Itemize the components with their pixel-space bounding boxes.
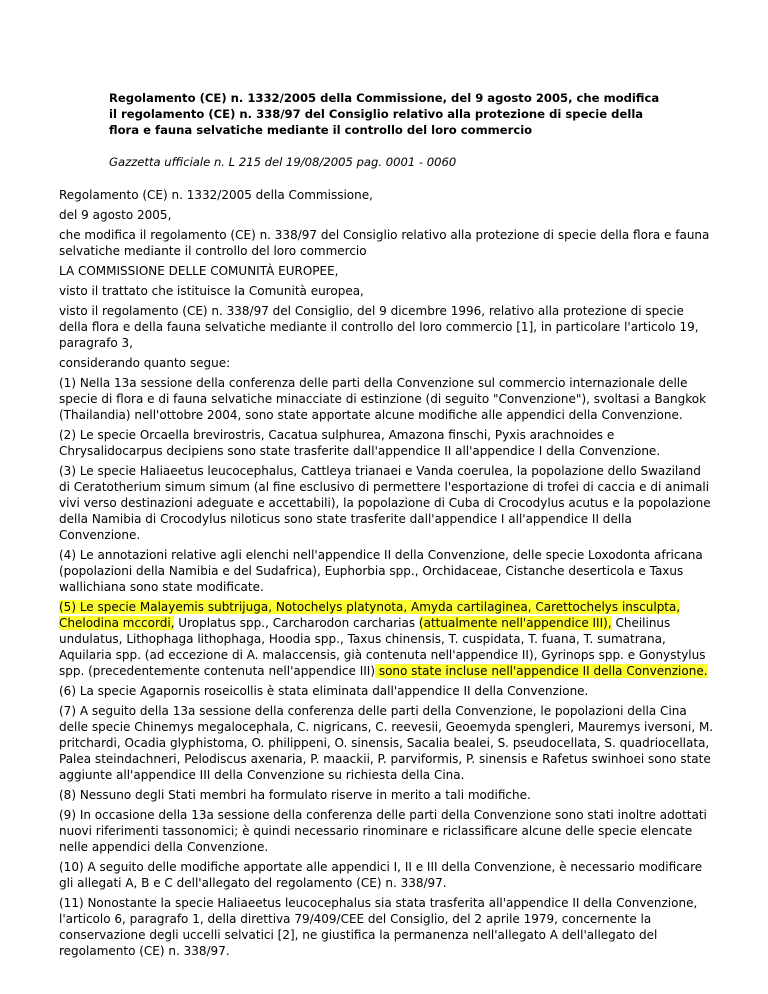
recital-10: (10) A seguito delle modifiche apportate alle appendici I, II e III della Convenzione, è necessario modificare gli allegati A, B e C dell'allegato del regolamento (CE) n. 338/97.	[59, 860, 703, 890]
recital-2: (2) Le specie Orcaella brevirostris, Cacatua sulphurea, Amazona finschi, Pyxis arachnoides e Chrysalidocarpus decipiens sono state trasferite dall'appendice II all'appendice I della Convenzione.	[59, 428, 661, 458]
recital-5	[59, 599, 714, 679]
recital-6: (6) La specie Agapornis roseicollis è stata eliminata dall'appendice II della Convenzione.	[59, 684, 589, 698]
recital-3: (3) Le specie Haliaeetus leucocephalus, Cattleya trianaei e Vanda coerulea, la popolazione dello Swaziland di Ceratotherium simum simum (al fine esclusivo di permettere l'esportazione di trofei di caccia e di animali vivi verso destinazioni adeguate e accettabili), la popolazione di Cuba di Crocodylus acutus e la popolazione della Namibia di Crocodylus niloticus sono state trasferite dall'appendice I all'appendice II della Convenzione.	[59, 464, 711, 542]
document-body	[59, 187, 714, 963]
document-header	[109, 90, 669, 170]
recital-9: (9) In occasione della 13a sessione della conferenza delle parti della Convenzione sono stati inoltre adottati nuovi riferimenti tassonomici; è quindi necessario rinominare e riclassificare alcune delle specie elencate nelle appendici della Convenzione.	[59, 808, 707, 854]
gazette-reference: Gazzetta ufficiale n. L 215 del 19/08/2005 pag. 0001 - 0060	[109, 155, 457, 169]
recital-5-text-a: Uroplatus spp., Carcharodon carcharias	[174, 616, 419, 630]
highlight-appendix-iii: (attualmente nell'appendice III),	[418, 616, 612, 630]
regulation-name-line: Regolamento (CE) n. 1332/2005 della Commissione,	[59, 188, 373, 202]
regulation-subject-line: che modifica il regolamento (CE) n. 338/97 del Consiglio relativo alla protezione di specie della flora e fauna selvatiche mediante il controllo del loro commercio	[59, 228, 710, 258]
recital-8: (8) Nessuno degli Stati membri ha formulato riserve in merito a tali modifiche.	[59, 788, 531, 802]
recital-5-text-b: Cheilinus undulatus, Lithophaga lithophaga, Hoodia spp., Taxus chinensis, T. cuspidata, T. fuana, T. sumatrana, Aquilaria spp. (ad eccezione di A. malaccensis, già contenuta nell'appendice II), Gyrinops spp. e Gonystylus spp. (precedentemente contenuta nell'appendice III)	[59, 616, 706, 678]
highlight-included-appendix-ii: sono state incluse nell'appendice II della Convenzione.	[375, 664, 708, 678]
document-title: Regolamento (CE) n. 1332/2005 della Commissione, del 9 agosto 2005, che modifica il regolamento (CE) n. 338/97 del Consiglio relativo alla protezione di specie della flora e fauna selvatiche mediante il controllo del loro commercio	[109, 91, 660, 137]
recital-4: (4) Le annotazioni relative agli elenchi nell'appendice II della Convenzione, delle specie Loxodonta africana (popolazioni della Namibia e del Sudafrica), Euphorbia spp., Orchidaceae, Cistanche deserticola e Taxus wallichiana sono state modificate.	[59, 548, 703, 594]
highlight-species-list: (5) Le specie Malayemis subtrijuga, Notochelys platynota, Amyda cartilaginea, Carettochelys insculpta, Chelodina mccordi,	[59, 600, 681, 630]
regulation-citation: visto il regolamento (CE) n. 338/97 del Consiglio, del 9 dicembre 1996, relativo alla protezione di specie della flora e della fauna selvatiche mediante il controllo del loro commercio [1], in particolare l'articolo 19, paragrafo 3,	[59, 304, 699, 350]
recital-11: (11) Nonostante la specie Haliaeetus leucocephalus sia stata trasferita all'appendice II della Convenzione, l'articolo 6, paragrafo 1, della direttiva 79/409/CEE del Consiglio, del 2 aprile 1979, concernente la conservazione degli uccelli selvatici [2], ne giustifica la permanenza nell'allegato A dell'allegato del regolamento (CE) n. 338/97.	[59, 896, 698, 958]
regulation-date-line: del 9 agosto 2005,	[59, 208, 172, 222]
recital-7: (7) A seguito della 13a sessione della conferenza delle parti della Convenzione, le popolazioni della Cina delle specie Chinemys megalocephala, C. nigricans, C. reevesii, Geoemyda spengleri, Mauremys iversoni, M. pritchardi, Ocadia glyphistoma, O. philippeni, O. sinensis, Sacalia bealei, S. pseudocellata, S. quadriocellata, Palea steindachneri, Pelodiscus axenaria, P. maackii, P. parviformis, P. sinensis e Rafetus swinhoei sono state aggiunte all'appendice III della Convenzione su richiesta della Cina.	[59, 704, 714, 782]
whereas-intro: considerando quanto segue:	[59, 356, 231, 370]
treaty-citation: visto il trattato che istituisce la Comunità europea,	[59, 284, 364, 298]
recital-1: (1) Nella 13a sessione della conferenza delle parti della Convenzione sul commercio internazionale delle specie di flora e di fauna selvatiche minacciate di estinzione (di seguito "Convenzione"), svoltasi a Bangkok (Thailandia) nell'ottobre 2004, sono state apportate alcune modifiche alle appendici della Convenzione.	[59, 376, 707, 422]
commission-heading: LA COMMISSIONE DELLE COMUNITÀ EUROPEE,	[59, 264, 339, 278]
